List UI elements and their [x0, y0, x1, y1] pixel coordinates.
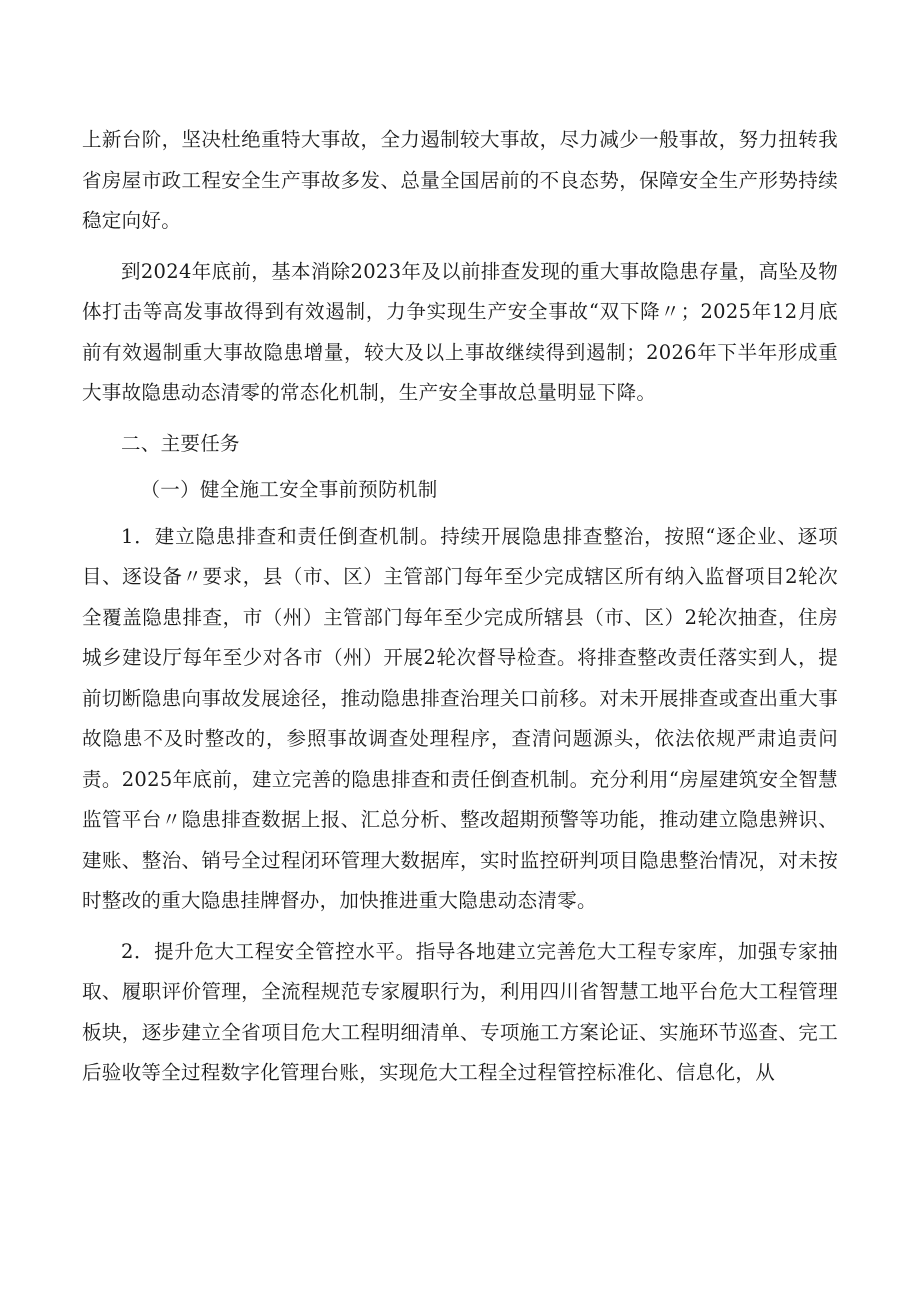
paragraph-item-2-major-projects: 2．提升危大工程安全管控水平。指导各地建立完善危大工程专家库，加强专家抽取、履职评价管理，全流程规范专家履职行为，利用四川省智慧工地平台危大工程管理板块，逐步建立全省项目危大工程明细清单、专项施工方案论证、实施环节巡查、完工后验收等全过程数字化管理台账，实现危大工程全过程管控标准化、信息化，从: [82, 939, 838, 1084]
section-heading-main-tasks: 二、主要任务: [121, 431, 240, 455]
paragraph-item-1-hazard-check: 1．建立隐患排查和责任倒查机制。持续开展隐患排查整治，按照“逐企业、逐项目、逐设备〃要求，县（市、区）主管部门每年至少完成辖区所有纳入监督项目2轮次全覆盖隐患排查，市（州）主管部门每年至少完成所辖县（市、区）2轮次抽查，住房城乡建设厅每年至少对各市（州）开展2轮次督导检查。将排查整改责任落实到人，提前切断隐患向事故发展途径，推动隐患排查治理关口前移。对未开展排查或查出重大事故隐患不及时整改的，参照事故调查处理程序，查清问题源头，依法依规严肃追责问责。2025年底前，建立完善的隐患排查和责任倒查机制。充分利用“房屋建筑安全智慧监管平台〃隐患排查数据上报、汇总分析、整改超期预警等功能，推动建立隐患辨识、建账、整治、销号全过程闭环管理大数据库，实时监控研判项目隐患整治情况，对未按时整改的重大隐患挂牌督办，加快推进重大隐患动态清零。: [82, 524, 838, 912]
paragraph-targets-timeline: 到2024年底前，基本消除2023年及以前排查发现的重大事故隐患存量，高坠及物体打击等高发事故得到有效遏制，力争实现生产安全事故“双下降〃；2025年12月底前有效遏制重大事故隐患增量，较大及以上事故继续得到遏制；2026年下半年形成重大事故隐患动态清零的常态化机制，生产安全事故总量明显下降。: [82, 259, 838, 404]
paragraph-goal-continuation: 上新台阶，坚决杜绝重特大事故，全力遏制较大事故，尽力减少一般事故，努力扭转我省房屋市政工程安全生产事故多发、总量全国居前的不良态势，保障安全生产形势持续稳定向好。: [82, 128, 838, 232]
document-body: [82, 120, 838, 1104]
subsection-heading-prevention: （一）健全施工安全事前预防机制: [140, 478, 438, 501]
